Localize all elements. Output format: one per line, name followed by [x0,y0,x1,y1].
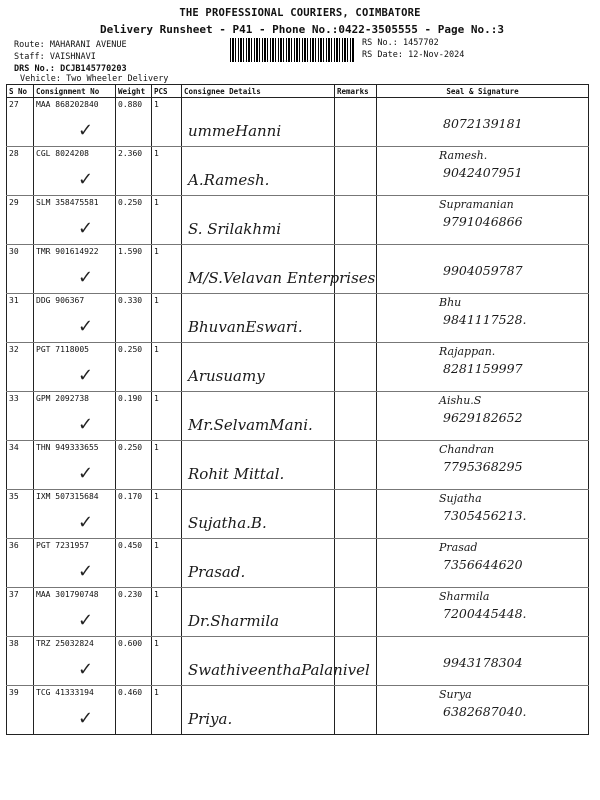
row-consignee [182,637,370,686]
table-row [7,245,589,294]
col-remarks-header: Remarks [335,85,377,98]
row-signature [377,392,589,441]
row-sno: 34 [7,441,34,490]
table-row [7,539,589,588]
row-pcs: 1 [152,294,182,343]
table-row [7,441,589,490]
row-sno: 27 [7,98,34,147]
drs-value: DCJB145770203 [60,64,127,74]
rs-date-line [362,50,464,60]
col-consignee-header: Consignee Details [182,85,335,98]
row-consignee [182,539,335,588]
row-sno: 29 [7,196,34,245]
row-consignment: CGL 8024208 ✓ [34,147,116,196]
checkmark-icon: ✓ [78,120,94,141]
receiver-phone: 9841117528. [443,312,527,327]
row-weight: 0.460 [116,686,152,735]
col-weight-header: Weight [116,85,152,98]
runsheet-subtitle: Delivery Runsheet - P41 - Phone No.:0422-3505555 - Page No.:3 [100,23,504,36]
row-sno: 36 [7,539,34,588]
row-weight: 0.250 [116,441,152,490]
checkmark-icon: ✓ [78,267,94,288]
row-remarks [335,245,377,294]
consignee-name: ummeHanni [188,122,282,140]
row-consignment: PGT 7231957 ✓ [34,539,116,588]
row-signature [377,294,589,343]
consignee-name: Arusuamy [188,367,265,385]
row-signature [377,539,589,588]
col-consignment-header: Consignment No [34,85,116,98]
table-row [7,196,589,245]
row-weight: 0.250 [116,196,152,245]
row-consignee [182,98,335,147]
consignee-name: BhuvanEswari. [188,318,303,336]
row-consignment: DDG 906367 ✓ [34,294,116,343]
row-consignment: MAA 868202840 ✓ [34,98,116,147]
receiver-name: Bhu [439,296,462,309]
receiver-name: Prasad [439,541,478,554]
row-remarks [335,441,377,490]
drs-label: DRS No.: [14,64,55,74]
row-remarks [335,686,377,735]
consignee-name: S. Srilakhmi [188,220,282,238]
row-pcs: 1 [152,196,182,245]
row-consignment: THN 949333655 ✓ [34,441,116,490]
table-row [7,343,589,392]
route-line [14,40,127,50]
checkmark-icon: ✓ [78,463,94,484]
receiver-name: Sharmila [439,590,490,603]
rs-no-value: 1457702 [402,38,439,48]
row-signature [377,490,589,539]
row-remarks [335,343,377,392]
row-consignment: PGT 7118005 ✓ [34,343,116,392]
row-consignee [182,245,376,294]
consignee-name: Dr.Sharmila [188,612,280,630]
table-row [7,637,589,686]
consignee-name: Rohit Mittal. [188,465,285,483]
receiver-name: Rajappan. [439,345,496,358]
row-sno: 30 [7,245,34,294]
rs-date-value: 12-Nov-2024 [408,50,465,60]
consignee-name: M/S.Velavan Enterprises [188,269,376,287]
row-signature [377,588,589,637]
row-consignment: SLM 358475581 ✓ [34,196,116,245]
row-signature [377,343,589,392]
row-remarks [335,294,377,343]
row-signature [377,441,589,490]
checkmark-icon: ✓ [78,708,94,729]
row-remarks [335,196,377,245]
table-header-row [7,85,589,98]
row-signature [377,686,589,735]
rs-no-label: RS No.: [362,38,398,48]
route-value: MAHARANI AVENUE [49,40,127,50]
row-consignee [182,441,335,490]
table-row [7,147,589,196]
row-signature [377,147,589,196]
row-weight: 0.450 [116,539,152,588]
row-consignee [182,686,335,735]
row-signature [377,196,589,245]
row-pcs: 1 [152,147,182,196]
row-consignment: GPM 2092738 ✓ [34,392,116,441]
receiver-phone: 7200445448. [443,606,527,621]
vehicle-line [20,74,168,84]
document-title: THE PROFESSIONAL COURIERS, COIMBATORE [179,7,421,19]
row-sno: 31 [7,294,34,343]
runsheet-table [6,84,589,735]
row-pcs: 1 [152,392,182,441]
row-pcs: 1 [152,686,182,735]
receiver-name: Sujatha [439,492,482,505]
row-sno: 28 [7,147,34,196]
row-consignee [182,343,335,392]
checkmark-icon: ✓ [78,659,94,680]
consignee-name: Prasad. [188,563,246,581]
row-remarks [335,637,377,686]
checkmark-icon: ✓ [78,610,94,631]
row-weight: 0.190 [116,392,152,441]
row-consignee [182,147,335,196]
consignee-name: SwathiveenthaPalanivel [188,661,370,679]
row-weight: 1.590 [116,245,152,294]
row-consignment: IXM 507315684 ✓ [34,490,116,539]
row-pcs: 1 [152,539,182,588]
receiver-phone: 7356644620 [443,557,523,572]
row-weight: 2.360 [116,147,152,196]
row-sno: 39 [7,686,34,735]
row-pcs: 1 [152,637,182,686]
row-pcs: 1 [152,343,182,392]
row-weight: 0.330 [116,294,152,343]
receiver-name: Supramanian [439,198,514,211]
receiver-name: Ramesh. [439,149,488,162]
table-row [7,490,589,539]
row-signature [377,637,589,686]
row-remarks [335,588,377,637]
row-weight: 0.600 [116,637,152,686]
row-consignee [182,392,335,441]
receiver-phone: 9943178304 [443,655,523,670]
checkmark-icon: ✓ [78,365,94,386]
row-pcs: 1 [152,245,182,294]
vehicle-label: Vehicle: [20,74,61,84]
receiver-phone: 8072139181 [443,116,523,131]
table-row [7,392,589,441]
row-consignee [182,196,335,245]
row-pcs: 1 [152,98,182,147]
consignee-name: A.Ramesh. [188,171,270,189]
row-pcs: 1 [152,490,182,539]
row-consignment: TRZ 25032824 ✓ [34,637,116,686]
drs-line [14,64,127,74]
vehicle-value: Two Wheeler Delivery [66,74,169,84]
receiver-phone: 9042407951 [443,165,523,180]
row-weight: 0.230 [116,588,152,637]
table-row [7,686,589,735]
checkmark-icon: ✓ [78,218,94,239]
receiver-name: Chandran [439,443,495,456]
row-sno: 38 [7,637,34,686]
row-weight: 0.880 [116,98,152,147]
row-sno: 33 [7,392,34,441]
staff-value: VAISHNAVI [49,52,96,62]
rs-no-line [362,38,439,48]
receiver-phone: 9629182652 [443,410,523,425]
row-sno: 35 [7,490,34,539]
row-pcs: 1 [152,588,182,637]
table-row [7,294,589,343]
row-consignment: MAA 301790748 ✓ [34,588,116,637]
checkmark-icon: ✓ [78,316,94,337]
row-remarks [335,147,377,196]
row-consignee [182,294,335,343]
receiver-name: Surya [439,688,472,701]
col-signature-header: Seal & Signature [377,85,589,98]
consignee-name: Priya. [188,710,233,728]
table-row [7,588,589,637]
col-pcs-header: PCS [152,85,182,98]
row-remarks [335,392,377,441]
row-remarks [335,539,377,588]
checkmark-icon: ✓ [78,169,94,190]
receiver-phone: 9904059787 [443,263,523,278]
rs-date-label: RS Date: [362,50,403,60]
row-sno: 37 [7,588,34,637]
row-consignment: TMR 901614922 ✓ [34,245,116,294]
receiver-phone: 8281159997 [443,361,523,376]
row-remarks [335,98,377,147]
consignee-name: Mr.SelvamMani. [188,416,313,434]
receiver-name: Aishu.S [439,394,482,407]
consignee-name: Sujatha.B. [188,514,267,532]
checkmark-icon: ✓ [78,414,94,435]
receiver-phone: 6382687040. [443,704,527,719]
row-signature [377,98,589,147]
row-weight: 0.250 [116,343,152,392]
col-sno-header: S No [7,85,34,98]
checkmark-icon: ✓ [78,512,94,533]
staff-line [14,52,96,62]
row-consignee [182,588,335,637]
row-consignee [182,490,335,539]
row-remarks [335,490,377,539]
table-row [7,98,589,147]
staff-label: Staff: [14,52,45,62]
row-sno: 32 [7,343,34,392]
row-weight: 0.170 [116,490,152,539]
receiver-phone: 7305456213. [443,508,527,523]
row-signature [377,245,589,294]
barcode [230,38,354,62]
row-pcs: 1 [152,441,182,490]
receiver-phone: 7795368295 [443,459,523,474]
route-label: Route: [14,40,45,50]
receiver-phone: 9791046866 [443,214,523,229]
row-consignment: TCG 41333194 ✓ [34,686,116,735]
checkmark-icon: ✓ [78,561,94,582]
